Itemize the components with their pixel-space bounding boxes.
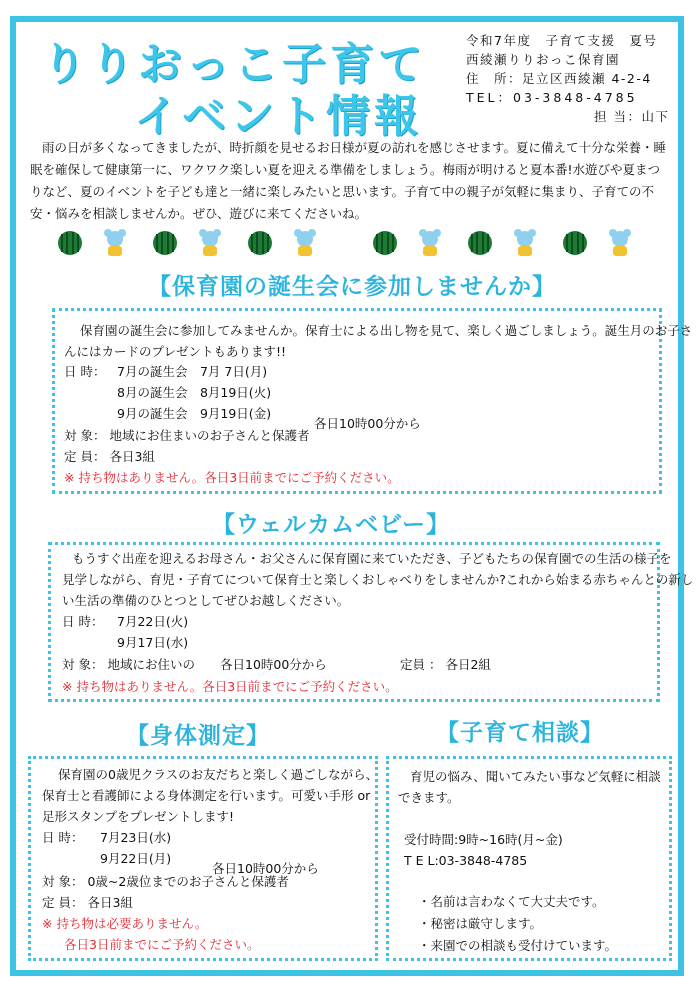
welcome-desc: もうすぐ出産を迎えるお母さん・お父さんに保育園に来ていただき、子どもたちの保育園での生活の様子を bbox=[72, 551, 672, 566]
address: 住 所：足立区西綾瀬 4-2-4 bbox=[466, 71, 652, 86]
measure-target: 対 象： 0歳~2歳位までのお子さんと保護者 bbox=[42, 874, 289, 889]
consult-desc: できます。 bbox=[398, 790, 460, 805]
welcome-time: 各日10時00分から bbox=[220, 657, 327, 672]
consult-point: ・来園での相談も受付けています。 bbox=[418, 938, 618, 953]
birthday-note: ※ 持ち物はありません。各日3日前までにご予約ください。 bbox=[64, 470, 400, 485]
issue-label: 令和7年度 子育て支援 夏号 bbox=[466, 33, 658, 48]
birthday-date-label: 日 時： bbox=[64, 364, 106, 379]
welcome-heading: 【ウェルカムベビー】 bbox=[212, 512, 451, 538]
intro-text bbox=[30, 137, 670, 225]
measure-date: 9月22日(月) bbox=[100, 851, 172, 866]
welcome-desc: い生活の準備のひとつとしてぜひお越しください。 bbox=[62, 593, 350, 608]
birthday-target: 対 象： 地域にお住まいのお子さんと保護者 bbox=[64, 428, 310, 443]
birthday-desc: 保育園の誕生会に参加してみませんか。保育士による出し物を見て、楽しく過ごしましょう。誕生月のお子さ bbox=[80, 323, 693, 338]
consult-point: ・名前は言わなくて大丈夫です。 bbox=[418, 894, 605, 909]
welcome-desc: 見学しながら、育児・子育てについて保育士と楽しくおしゃべりをしませんか?これから始まる赤ちゃんとの新し bbox=[62, 572, 694, 587]
consult-point: ・秘密は厳守します。 bbox=[418, 916, 543, 931]
mouse-icon bbox=[609, 229, 631, 256]
mouse-icon bbox=[419, 229, 441, 256]
birthday-date: 9月の誕生会 9月19日(金) bbox=[117, 406, 272, 421]
consult-tel: T E L:03-3848-4785 bbox=[404, 853, 528, 868]
welcome-date-label: 日 時： bbox=[62, 614, 104, 629]
watermelon-icon bbox=[563, 231, 587, 255]
consult-desc: 育児の悩み、聞いてみたい事など気軽に相談 bbox=[410, 769, 661, 784]
welcome-date: 7月22日(火) bbox=[117, 614, 189, 629]
consult-hours: 受付時間:9時~16時(月~金) bbox=[404, 832, 563, 847]
birthday-heading: 【保育園の誕生会に参加しませんか】 bbox=[148, 274, 556, 300]
watermelon-icon bbox=[248, 231, 272, 255]
measure-heading: 【身体測定】 bbox=[126, 723, 270, 749]
welcome-target: 対 象： 地域にお住いの bbox=[62, 657, 195, 672]
measure-date: 7月23日(水) bbox=[100, 830, 172, 845]
mouse-icon bbox=[514, 229, 536, 256]
mouse-icon bbox=[104, 229, 126, 256]
measure-desc: 保育園の0歳児クラスのお友だちと楽しく過ごしながら、 bbox=[58, 767, 379, 782]
intro-paragraph: 雨の日が多くなってきましたが、時折顔を見せるお日様が夏の訪れを感じさせます。夏に備えて十分な栄養・睡眠を確保して健康第一に、ワクワク楽しい夏を迎える準備をしましょう。梅雨が明けると夏本番!水遊びや夏まつりなど、夏のイベントを子ども達と一緒に楽しみたいと思います。子育て中の親子が気軽に集まり、子育ての不安・悩みを相談しませんか。ぜひ、遊びに来てくださいね。 bbox=[30, 140, 667, 221]
measure-capacity: 定 員： 各日3組 bbox=[42, 895, 133, 910]
measure-note: 各日3日前までにご予約ください。 bbox=[64, 937, 260, 952]
welcome-note: ※ 持ち物はありません。各日3日前までにご予約ください。 bbox=[62, 679, 398, 694]
mouse-icon bbox=[199, 229, 221, 256]
consult-heading: 【子育て相談】 bbox=[436, 720, 604, 746]
welcome-date: 9月17日(水) bbox=[117, 635, 189, 650]
telephone: TEL：03-3848-4785 bbox=[466, 90, 638, 105]
mouse-icon bbox=[294, 229, 316, 256]
watermelon-icon bbox=[58, 231, 82, 255]
welcome-capacity: 定員 ： 各日2組 bbox=[400, 657, 491, 672]
measure-time: 各日10時00分から bbox=[212, 861, 319, 876]
birthday-date: 8月の誕生会 8月19日(火) bbox=[117, 385, 272, 400]
birthday-desc: んにはカードのプレゼントもあります!! bbox=[64, 344, 287, 359]
measure-date-label: 日 時： bbox=[42, 830, 84, 845]
decoration-banner bbox=[50, 226, 650, 260]
watermelon-icon bbox=[468, 231, 492, 255]
nursery-name: 西綾瀬りりおっこ保育園 bbox=[466, 52, 621, 67]
birthday-capacity: 定 員： 各日3組 bbox=[64, 449, 155, 464]
watermelon-icon bbox=[153, 231, 177, 255]
measure-desc: 足形スタンプをプレゼントします! bbox=[42, 809, 235, 824]
title-line-2: イベント情報 bbox=[134, 91, 422, 142]
measure-desc: 保育士と看護師による身体測定を行います。可愛い手形 or bbox=[42, 788, 371, 803]
birthday-time: 各日10時00分から bbox=[314, 416, 421, 431]
watermelon-icon bbox=[373, 231, 397, 255]
contact-person: 担 当：山下 bbox=[594, 109, 670, 124]
birthday-date: 7月の誕生会 7月 7日(月) bbox=[117, 364, 268, 379]
measure-note: ※ 持ち物は必要ありません。 bbox=[42, 916, 208, 931]
title-line-1: りりおっこ子育て bbox=[42, 39, 426, 90]
